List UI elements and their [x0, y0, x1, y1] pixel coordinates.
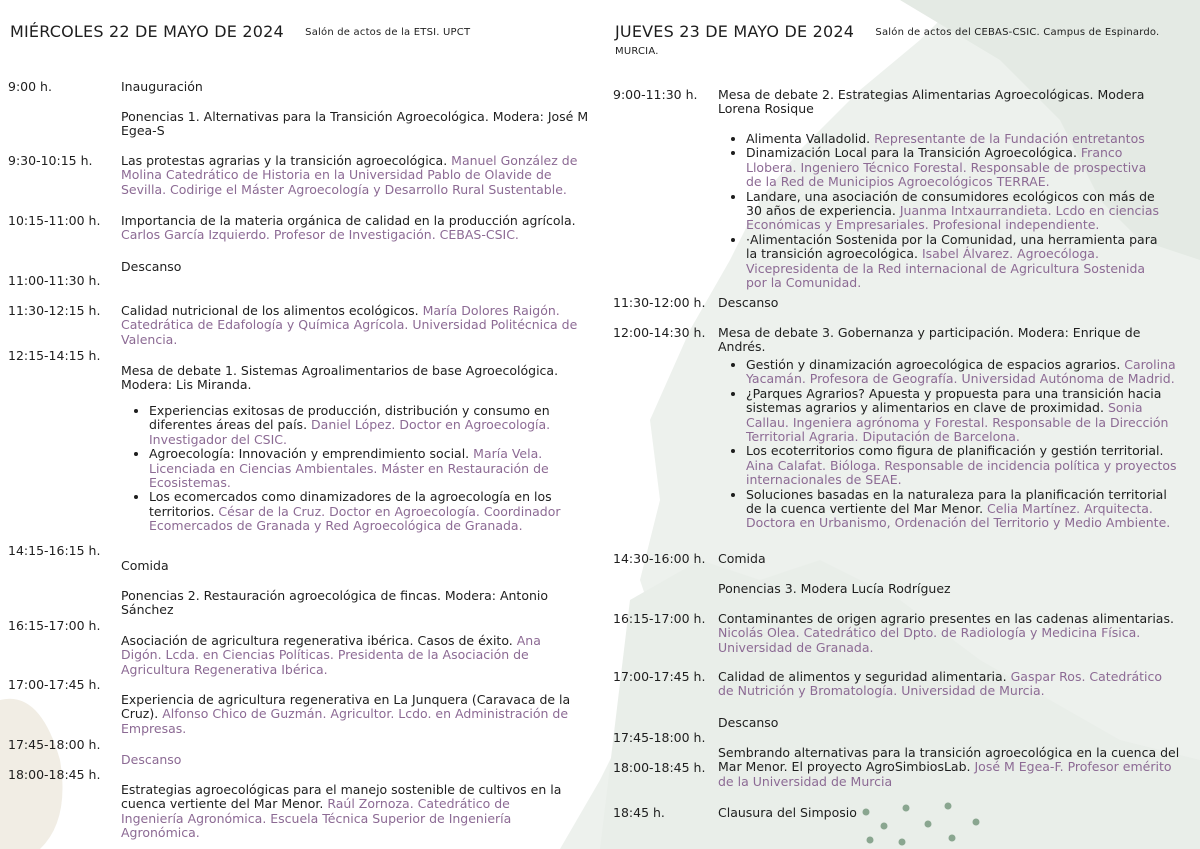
row-speaker: Ana Digón. Lcda. en Ciencias Políticas. Presidenta de la Asociación de Agricultura Regenerativa Ibérica. [121, 633, 541, 677]
row-title: Alimenta Valladolid. [746, 131, 871, 146]
row-speaker: César de la Cruz. Doctor en Agroecología. Coordinador Ecomercados de Granada y Red Agroecológica de Granada. [149, 503, 561, 534]
row-time: 18:00-18:45 h. [613, 760, 706, 775]
row-speaker: Aina Calafat. Bióloga. Responsable de incidencia política y proyectos internacionales de SEAE. [746, 457, 1177, 488]
list-item [746, 488, 1183, 531]
row-title: Los ecomercados como dinamizadores de la agroecología en los territorios. [149, 489, 552, 519]
right-day-header [615, 22, 1200, 60]
row-time: 11:30-12:15 h. [8, 303, 101, 318]
row-speaker: Franco Llobera. Ingeniero Técnico Forestal. Responsable de prospectiva de la Red de Municipios Agroecológicos TERRAE. [746, 145, 1147, 190]
left-schedule [0, 78, 600, 849]
row-speaker: Gaspar Ros. Catedrático de Nutrición y Bromatología. Universidad de Murcia. [718, 669, 1163, 699]
row-title: Descanso [121, 752, 182, 767]
row-time: 10:15-11:00 h. [8, 213, 101, 228]
list-item [149, 490, 561, 533]
row-title: Mesa de debate 3. Gobernanza y participación. Modera: Enrique de Andrés. [718, 325, 1141, 355]
row-time: 11:30-12:00 h. [613, 295, 706, 310]
row-title: Las protestas agrarias y la transición agroecológica. [121, 153, 448, 168]
row-speaker: Carlos García Izquierdo. Profesor de Investigación. CEBAS-CSIC. [121, 227, 519, 243]
list-item [149, 404, 561, 447]
row-time: 17:00-17:45 h. [613, 669, 706, 684]
row-time: 17:45-18:00 h. [8, 737, 101, 752]
row-time: 17:00-17:45 h. [8, 677, 101, 692]
list-item [746, 387, 1183, 445]
row-title: Experiencias exitosas de producción, distribución y consumo en diferentes áreas del país. [149, 403, 550, 433]
row-title: ·Alimentación Sostenida por la Comunidad, una herramienta para la transición agroecológica. [746, 231, 1158, 262]
row-title: Comida [121, 558, 169, 573]
list-item [746, 444, 1183, 487]
row-time: 12:15-14:15 h. [8, 348, 101, 363]
row-speaker: Raúl Zornoza. Catedrático de Ingeniería Agronómica. Escuela Técnica Superior de Ingeniería Agronómica. [121, 796, 512, 841]
row-title: Descanso [121, 259, 182, 274]
row-title: Los ecoterritorios como figura de planificación y gestión territorial. [746, 443, 1164, 459]
row-time: 14:15-16:15 h. [8, 543, 101, 558]
row-title: Estrategias agroecológicas para el manejo sostenible de cultivos en la cuenca vertiente del Mar Menor. [121, 782, 562, 812]
row-title: Landare, una asociación de consumidores ecológicos con más de 30 años de experiencia. [746, 188, 1155, 219]
row-speaker: Alfonso Chico de Guzmán. Agricultor. Lcdo. en Administración de Empresas. [121, 706, 569, 736]
row-speaker: Representante de la Fundación entretantos [874, 131, 1145, 146]
right-day-title: JUEVES 23 DE MAYO DE 2024 [615, 22, 855, 41]
list-item [149, 447, 561, 490]
row-title: Agroecología: Innovación y emprendimiento social. [149, 446, 470, 462]
list-item [746, 132, 1163, 146]
row-speaker: José M Egea-F. Profesor emérito de la Universidad de Murcia [718, 759, 1172, 789]
row-time: 12:00-14:30 h. [613, 325, 706, 340]
row-title: Sembrando alternativas para la transición agroecológica en la cuenca del Mar Menor. El proyecto AgroSimbiosLab. [718, 745, 1180, 775]
row-title: ¿Parques Agrarios? Apuesta y propuesta para una transición hacia sistemas agrarios y alimentarios en clave de proximidad. [746, 385, 1162, 416]
row-title: Comida [718, 551, 766, 566]
list-item [746, 358, 1183, 387]
right-schedule [600, 78, 1200, 849]
row-speaker: Sonia Callau. Ingeniera agrónoma y Forestal. Responsable de la Dirección Territorial Agraria. Diputación de Barcelona. [746, 400, 1169, 445]
list-item [746, 233, 1163, 291]
row-speaker: Celia Martínez. Arquitecta. Doctora en Urbanismo, Ordenación del Territorio y Medio Ambiente. [746, 501, 1171, 531]
row-title: Calidad de alimentos y seguridad alimentaria. [718, 669, 1007, 684]
row-title: Descanso [718, 295, 779, 310]
row-time: 11:00-11:30 h. [8, 273, 101, 288]
row-time: 9:00-11:30 h. [613, 87, 698, 102]
row-title: Gestión y dinamización agroecológica de espacios agrarios. [746, 357, 1121, 372]
row-time: 18:45 h. [613, 805, 665, 820]
row-speaker: Isabel Álvarez. Agroecóloga. Vicepresidenta de la Red internacional de Agricultura Sostenida por la Comunidad. [746, 246, 1146, 291]
row-time: 16:15-17:00 h. [613, 611, 706, 626]
row-speaker: Manuel González de Molina Catedrático de Historia en la Universidad Pablo de Olavide de Sevilla. Codirige el Máster Agroecología y Desarrollo Rural Sustentable. [121, 153, 578, 197]
row-speaker: María Dolores Raigón. Catedrática de Edafología y Química Agrícola. Universidad Politécnica de Valencia. [121, 303, 578, 347]
row-title: Clausura del Simposio [718, 805, 857, 820]
row-title: Descanso [718, 715, 779, 730]
row-title: Dinamización Local para la Transición Agroecológica. [746, 145, 1077, 161]
row-time: 9:00 h. [8, 79, 52, 94]
row-time: 9:30-10:15 h. [8, 153, 93, 168]
row-title: Ponencias 2. Restauración agroecológica de fincas. Modera: Antonio Sánchez [121, 588, 549, 618]
row-title: Asociación de agricultura regenerativa ibérica. Casos de éxito. [121, 633, 513, 648]
row-speaker: María Vela. Licenciada en Ciencias Ambientales. Máster en Restauración de Ecosistemas. [149, 446, 549, 491]
row-speaker: Carolina Yacamán. Profesora de Geografía. Universidad Autónoma de Madrid. [746, 357, 1176, 387]
row-title: Inauguración [121, 79, 203, 94]
row-title: Importancia de la materia orgánica de calidad en la producción agrícola. [121, 213, 576, 228]
left-day-header [10, 22, 470, 41]
row-title: Experiencia de agricultura regenerativa en La Junquera (Caravaca de la Cruz). [121, 692, 571, 722]
row-title: Ponencias 1. Alternativas para la Transición Agroecológica. Modera: José M Egea-S [121, 109, 589, 139]
list-item [746, 146, 1163, 189]
row-title: Contaminantes de origen agrario presentes en las cadenas alimentarias. [718, 611, 1174, 626]
row-title: Mesa de debate 2. Estrategias Alimentarias Agroecológicas. Modera Lorena Rosique [718, 87, 1145, 117]
row-speaker: Juanma Intxaurrandieta. Lcdo en ciencias Económicas y Empresariales. Profesional independiente. [746, 203, 1160, 233]
row-speaker: Daniel López. Doctor en Agroecología. Investigador del CSIC. [149, 417, 551, 447]
list-item [746, 190, 1163, 233]
row-title: Soluciones basadas en la naturaleza para la planificación territorial de la cuenca vertiente del Mar Menor. [746, 486, 1167, 517]
row-time: 14:30-16:00 h. [613, 551, 706, 566]
left-day-title: MIÉRCOLES 22 DE MAYO DE 2024 [10, 22, 284, 41]
right-venue: Salón de actos del CEBAS-CSIC. Campus de Espinardo. MURCIA. [615, 27, 1160, 57]
row-time: 18:00-18:45 h. [8, 767, 101, 782]
row-title: Ponencias 3. Modera Lucía Rodríguez [718, 581, 951, 596]
row-time: 17:45-18:00 h. [613, 730, 706, 745]
row-speaker: Nicolás Olea. Catedrático del Dpto. de Radiología y Medicina Física. Universidad de Granada. [718, 625, 1141, 655]
row-title: Mesa de debate 1. Sistemas Agroalimentarios de base Agroecológica. Modera: Lis Miranda. [121, 363, 559, 393]
left-venue: Salón de actos de la ETSI. UPCT [305, 27, 471, 38]
row-title: Calidad nutricional de los alimentos ecológicos. [121, 303, 419, 318]
row-time: 16:15-17:00 h. [8, 618, 101, 633]
